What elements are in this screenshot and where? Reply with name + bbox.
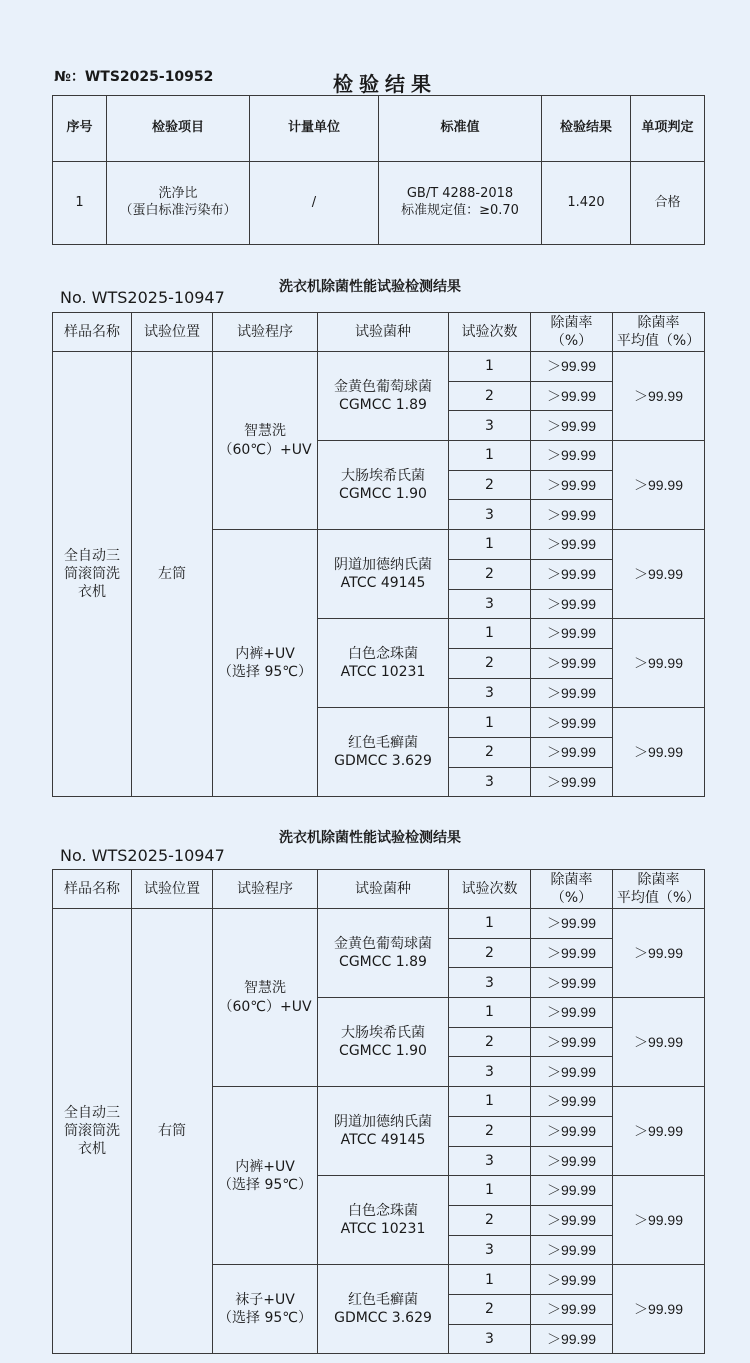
judgment-cell: 合格	[631, 162, 705, 245]
avg-rate-cell: ＞99.99	[613, 1176, 705, 1265]
header-cell: 试验程序	[213, 313, 318, 352]
trial-cell: 1	[449, 441, 531, 471]
result-cell: 1.420	[542, 162, 631, 245]
rate-cell: ＞99.99	[531, 938, 613, 968]
header-cell: 计量单位	[250, 96, 379, 162]
trial-cell: 2	[449, 1116, 531, 1146]
seq-cell: 1	[53, 162, 107, 245]
trial-cell: 3	[449, 767, 531, 797]
program-cell: 智慧洗 （60℃）+UV	[213, 909, 318, 1087]
rate-cell: ＞99.99	[531, 1205, 613, 1235]
table-row	[53, 909, 705, 939]
trial-cell: 2	[449, 648, 531, 678]
trial-cell: 2	[449, 470, 531, 500]
sample-name-cell: 全自动三 筒滚筒洗 衣机	[53, 909, 132, 1354]
trial-cell: 3	[449, 1146, 531, 1176]
trial-cell: 1	[449, 352, 531, 382]
page-title: 检验结果	[333, 72, 437, 96]
unit-cell: /	[250, 162, 379, 245]
avg-rate-cell: ＞99.99	[613, 909, 705, 998]
rate-cell: ＞99.99	[531, 381, 613, 411]
header-cell: 检验结果	[542, 96, 631, 162]
trial-cell: 2	[449, 559, 531, 589]
trial-cell: 1	[449, 1176, 531, 1206]
rate-cell: ＞99.99	[531, 1324, 613, 1354]
program-cell: 智慧洗 （60℃）+UV	[213, 352, 318, 530]
avg-rate-cell: ＞99.99	[613, 441, 705, 530]
program-cell: 内裤+UV （选择 95℃）	[213, 1087, 318, 1265]
header-cell: 试验次数	[449, 870, 531, 909]
header-cell: 标准值	[379, 96, 542, 162]
position-cell: 左筒	[132, 352, 213, 797]
sterilization-table-right	[52, 869, 705, 1354]
sample-name-cell: 全自动三 筒滚筒洗 衣机	[53, 352, 132, 797]
trial-cell: 3	[449, 678, 531, 708]
header-cell: 样品名称	[53, 313, 132, 352]
header-cell: 除菌率 （%）	[531, 313, 613, 352]
trial-cell: 2	[449, 737, 531, 767]
rate-cell: ＞99.99	[531, 1146, 613, 1176]
header-cell: 试验位置	[132, 870, 213, 909]
avg-rate-cell: ＞99.99	[613, 1087, 705, 1176]
header-cell: 单项判定	[631, 96, 705, 162]
rate-cell: ＞99.99	[531, 1235, 613, 1265]
trial-cell: 1	[449, 909, 531, 939]
rate-cell: ＞99.99	[531, 678, 613, 708]
rate-cell: ＞99.99	[531, 998, 613, 1028]
strain-cell: 阴道加德纳氏菌 ATCC 49145	[318, 1087, 449, 1176]
header-cell: 试验菌种	[318, 313, 449, 352]
strain-cell: 白色念珠菌 ATCC 10231	[318, 1176, 449, 1265]
strain-cell: 大肠埃希氏菌 CGMCC 1.90	[318, 441, 449, 530]
table-row	[53, 352, 705, 382]
strain-cell: 金黄色葡萄球菌 CGMCC 1.89	[318, 909, 449, 998]
strain-cell: 金黄色葡萄球菌 CGMCC 1.89	[318, 352, 449, 441]
header-cell: 除菌率 平均值（%）	[613, 870, 705, 909]
rate-cell: ＞99.99	[531, 648, 613, 678]
header-cell: 试验程序	[213, 870, 318, 909]
report-number: №：WTS2025-10952	[54, 69, 214, 85]
inspection-result-table	[52, 95, 705, 245]
trial-cell: 2	[449, 1294, 531, 1324]
table-row	[53, 162, 705, 245]
rate-cell: ＞99.99	[531, 1176, 613, 1206]
rate-cell: ＞99.99	[531, 1294, 613, 1324]
rate-cell: ＞99.99	[531, 1087, 613, 1117]
rate-cell: ＞99.99	[531, 619, 613, 649]
rate-cell: ＞99.99	[531, 767, 613, 797]
header-cell: 试验位置	[132, 313, 213, 352]
trial-cell: 3	[449, 968, 531, 998]
trial-cell: 2	[449, 381, 531, 411]
trial-cell: 3	[449, 589, 531, 619]
table-header-row	[53, 313, 705, 352]
trial-cell: 3	[449, 500, 531, 530]
section-title: 洗衣机除菌性能试验检测结果	[279, 279, 461, 295]
avg-rate-cell: ＞99.99	[613, 530, 705, 619]
program-cell: 袜子+UV （选择 95℃）	[213, 1265, 318, 1354]
header-cell: 除菌率 （%）	[531, 870, 613, 909]
strain-cell: 红色毛癣菌 GDMCC 3.629	[318, 708, 449, 797]
trial-cell: 3	[449, 1235, 531, 1265]
trial-cell: 1	[449, 619, 531, 649]
program-cell: 内裤+UV （选择 95℃）	[213, 530, 318, 797]
avg-rate-cell: ＞99.99	[613, 998, 705, 1087]
trial-cell: 1	[449, 530, 531, 560]
trial-cell: 1	[449, 1265, 531, 1295]
rate-cell: ＞99.99	[531, 530, 613, 560]
rate-cell: ＞99.99	[531, 589, 613, 619]
strain-cell: 红色毛癣菌 GDMCC 3.629	[318, 1265, 449, 1354]
strain-cell: 阴道加德纳氏菌 ATCC 49145	[318, 530, 449, 619]
header-cell: 样品名称	[53, 870, 132, 909]
sterilization-table-left	[52, 312, 705, 797]
rate-cell: ＞99.99	[531, 1027, 613, 1057]
trial-cell: 2	[449, 938, 531, 968]
rate-cell: ＞99.99	[531, 470, 613, 500]
avg-rate-cell: ＞99.99	[613, 1265, 705, 1354]
rate-cell: ＞99.99	[531, 1057, 613, 1087]
table-header-row	[53, 96, 705, 162]
trial-cell: 2	[449, 1205, 531, 1235]
trial-cell: 1	[449, 708, 531, 738]
trial-cell: 3	[449, 1057, 531, 1087]
trial-cell: 3	[449, 411, 531, 441]
standard-cell: GB/T 4288-2018 标准规定值：≥0.70	[379, 162, 542, 245]
avg-rate-cell: ＞99.99	[613, 708, 705, 797]
trial-cell: 1	[449, 998, 531, 1028]
header-cell: 序号	[53, 96, 107, 162]
section-title: 洗衣机除菌性能试验检测结果	[279, 830, 461, 846]
header-cell: 试验次数	[449, 313, 531, 352]
rate-cell: ＞99.99	[531, 1265, 613, 1295]
trial-cell: 1	[449, 1087, 531, 1117]
rate-cell: ＞99.99	[531, 441, 613, 471]
header-cell: 试验菌种	[318, 870, 449, 909]
avg-rate-cell: ＞99.99	[613, 352, 705, 441]
rate-cell: ＞99.99	[531, 559, 613, 589]
report-number: No. WTS2025-10947	[60, 288, 225, 307]
rate-cell: ＞99.99	[531, 737, 613, 767]
rate-cell: ＞99.99	[531, 500, 613, 530]
rate-cell: ＞99.99	[531, 968, 613, 998]
rate-cell: ＞99.99	[531, 708, 613, 738]
strain-cell: 白色念珠菌 ATCC 10231	[318, 619, 449, 708]
header-cell: 检验项目	[107, 96, 250, 162]
rate-cell: ＞99.99	[531, 352, 613, 382]
rate-cell: ＞99.99	[531, 411, 613, 441]
item-cell: 洗净比 （蛋白标准污染布）	[107, 162, 250, 245]
avg-rate-cell: ＞99.99	[613, 619, 705, 708]
table-header-row	[53, 870, 705, 909]
trial-cell: 3	[449, 1324, 531, 1354]
strain-cell: 大肠埃希氏菌 CGMCC 1.90	[318, 998, 449, 1087]
report-number: No. WTS2025-10947	[60, 846, 225, 865]
header-cell: 除菌率 平均值（%）	[613, 313, 705, 352]
trial-cell: 2	[449, 1027, 531, 1057]
rate-cell: ＞99.99	[531, 909, 613, 939]
rate-cell: ＞99.99	[531, 1116, 613, 1146]
position-cell: 右筒	[132, 909, 213, 1354]
